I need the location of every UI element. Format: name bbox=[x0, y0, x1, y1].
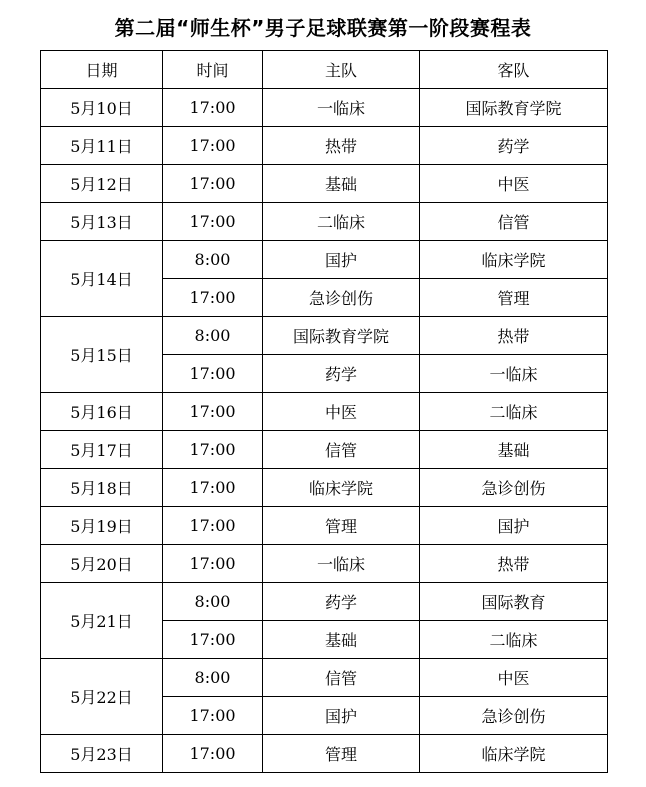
away-team-cell: 临床学院 bbox=[420, 241, 608, 279]
table-row bbox=[41, 165, 608, 203]
column-header-away: 客队 bbox=[420, 51, 608, 89]
home-team-cell: 国护 bbox=[263, 241, 420, 279]
home-team-cell: 一临床 bbox=[263, 89, 420, 127]
home-team-cell: 基础 bbox=[263, 165, 420, 203]
away-team-cell: 热带 bbox=[420, 317, 608, 355]
away-team-cell: 药学 bbox=[420, 127, 608, 165]
home-team-cell: 管理 bbox=[263, 735, 420, 773]
date-cell: 5月22日 bbox=[41, 659, 163, 735]
column-header-date: 日期 bbox=[41, 51, 163, 89]
time-cell: 17:00 bbox=[163, 469, 263, 507]
time-cell: 17:00 bbox=[163, 355, 263, 393]
away-team-cell: 急诊创伤 bbox=[420, 469, 608, 507]
table-row bbox=[41, 317, 608, 355]
time-cell: 17:00 bbox=[163, 431, 263, 469]
away-team-cell: 一临床 bbox=[420, 355, 608, 393]
home-team-cell: 中医 bbox=[263, 393, 420, 431]
time-cell: 8:00 bbox=[163, 583, 263, 621]
column-header-time: 时间 bbox=[163, 51, 263, 89]
away-team-cell: 二临床 bbox=[420, 393, 608, 431]
time-cell: 17:00 bbox=[163, 545, 263, 583]
table-header-row bbox=[41, 51, 608, 89]
away-team-cell: 管理 bbox=[420, 279, 608, 317]
away-team-cell: 国际教育学院 bbox=[420, 89, 608, 127]
table-row bbox=[41, 241, 608, 279]
home-team-cell: 药学 bbox=[263, 583, 420, 621]
away-team-cell: 二临床 bbox=[420, 621, 608, 659]
schedule-body bbox=[41, 89, 608, 773]
date-cell: 5月18日 bbox=[41, 469, 163, 507]
time-cell: 8:00 bbox=[163, 317, 263, 355]
time-cell: 17:00 bbox=[163, 127, 263, 165]
column-header-home: 主队 bbox=[263, 51, 420, 89]
time-cell: 17:00 bbox=[163, 507, 263, 545]
date-cell: 5月11日 bbox=[41, 127, 163, 165]
table-row bbox=[41, 393, 608, 431]
table-row bbox=[41, 89, 608, 127]
table-row bbox=[41, 127, 608, 165]
home-team-cell: 管理 bbox=[263, 507, 420, 545]
page-title: 第二届“师生杯”男子足球联赛第一阶段赛程表 bbox=[114, 16, 532, 40]
away-team-cell: 国护 bbox=[420, 507, 608, 545]
away-team-cell: 中医 bbox=[420, 659, 608, 697]
time-cell: 8:00 bbox=[163, 241, 263, 279]
table-row bbox=[41, 469, 608, 507]
date-cell: 5月19日 bbox=[41, 507, 163, 545]
away-team-cell: 急诊创伤 bbox=[420, 697, 608, 735]
home-team-cell: 热带 bbox=[263, 127, 420, 165]
time-cell: 17:00 bbox=[163, 203, 263, 241]
date-cell: 5月10日 bbox=[41, 89, 163, 127]
away-team-cell: 临床学院 bbox=[420, 735, 608, 773]
home-team-cell: 临床学院 bbox=[263, 469, 420, 507]
time-cell: 17:00 bbox=[163, 279, 263, 317]
time-cell: 8:00 bbox=[163, 659, 263, 697]
date-cell: 5月23日 bbox=[41, 735, 163, 773]
time-cell: 17:00 bbox=[163, 165, 263, 203]
schedule-table bbox=[40, 50, 608, 773]
away-team-cell: 基础 bbox=[420, 431, 608, 469]
table-row bbox=[41, 203, 608, 241]
home-team-cell: 急诊创伤 bbox=[263, 279, 420, 317]
date-cell: 5月16日 bbox=[41, 393, 163, 431]
date-cell: 5月20日 bbox=[41, 545, 163, 583]
table-row bbox=[41, 735, 608, 773]
table-row bbox=[41, 659, 608, 697]
away-team-cell: 信管 bbox=[420, 203, 608, 241]
date-cell: 5月14日 bbox=[41, 241, 163, 317]
date-cell: 5月15日 bbox=[41, 317, 163, 393]
time-cell: 17:00 bbox=[163, 89, 263, 127]
away-team-cell: 国际教育 bbox=[420, 583, 608, 621]
home-team-cell: 基础 bbox=[263, 621, 420, 659]
home-team-cell: 信管 bbox=[263, 659, 420, 697]
date-cell: 5月12日 bbox=[41, 165, 163, 203]
time-cell: 17:00 bbox=[163, 621, 263, 659]
date-cell: 5月13日 bbox=[41, 203, 163, 241]
date-cell: 5月17日 bbox=[41, 431, 163, 469]
date-cell: 5月21日 bbox=[41, 583, 163, 659]
away-team-cell: 热带 bbox=[420, 545, 608, 583]
home-team-cell: 二临床 bbox=[263, 203, 420, 241]
home-team-cell: 药学 bbox=[263, 355, 420, 393]
away-team-cell: 中医 bbox=[420, 165, 608, 203]
time-cell: 17:00 bbox=[163, 393, 263, 431]
home-team-cell: 国护 bbox=[263, 697, 420, 735]
table-row bbox=[41, 431, 608, 469]
table-row bbox=[41, 507, 608, 545]
table-row bbox=[41, 583, 608, 621]
time-cell: 17:00 bbox=[163, 735, 263, 773]
time-cell: 17:00 bbox=[163, 697, 263, 735]
home-team-cell: 一临床 bbox=[263, 545, 420, 583]
table-row bbox=[41, 545, 608, 583]
home-team-cell: 信管 bbox=[263, 431, 420, 469]
home-team-cell: 国际教育学院 bbox=[263, 317, 420, 355]
